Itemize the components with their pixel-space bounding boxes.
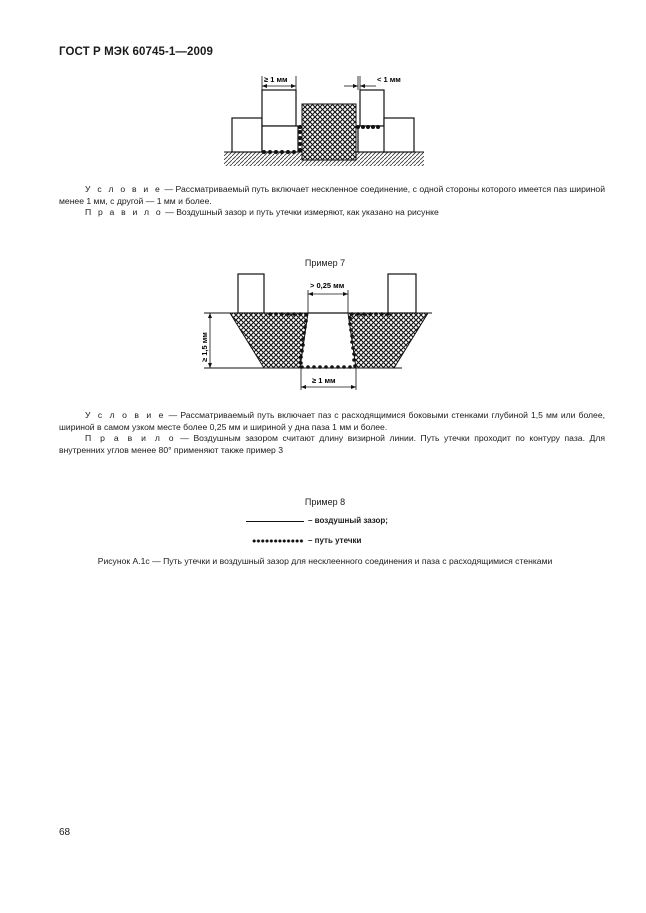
left-outer-block — [232, 118, 262, 152]
document-header: ГОСТ Р МЭК 60745-1—2009 — [59, 46, 213, 58]
figure-divergent-groove — [196, 270, 440, 394]
condition-text: — Рассматриваемый путь включает паз с расходящимися боковыми стенками глубиной 1,5 мм или более, шириной в самом узком месте более 0,25 мм и шириной у дна паза 1 мм и более. — [59, 410, 606, 432]
right-outer-block — [384, 118, 414, 152]
condition-text: — Рассматриваемый путь включает нескленное соединение, с одной стороны которого имеется паз шириной менее 1 мм, с другой — 1 мм и более. — [59, 184, 605, 206]
left-upper-block — [262, 90, 296, 126]
legend-air-gap — [246, 515, 446, 527]
condition-label: У с л о в и е — [85, 184, 163, 194]
right-upper-block — [360, 90, 384, 126]
rule-text: — Воздушным зазором считают длину визирной линии. Путь утечки проходит по контуру паза. Для внутренних углов менее 80° применяют также пример 3 — [59, 433, 605, 455]
insulation-block — [302, 104, 356, 160]
air-gap-line-sample — [246, 521, 304, 522]
left-top-block — [238, 274, 264, 313]
dim-bottom-label: ≥ 1 мм — [312, 376, 336, 385]
left-wall-hatch — [230, 313, 308, 368]
figure-caption: Рисунок А.1с — Путь утечки и воздушный зазор для несклеенного соединения и паза с расходящимися стенками — [97, 556, 553, 566]
dim-top-label: > 0,25 мм — [310, 281, 345, 290]
example-8-label: Пример 8 — [304, 497, 346, 507]
legend-leakage-label: – путь утечки — [308, 536, 362, 545]
dim-left-label: ≥ 1 мм — [264, 75, 288, 84]
condition-label: У с л о в и е — [85, 410, 166, 420]
legend-air-gap-label: – воздушный зазор; — [308, 516, 388, 525]
dim-right-label: < 1 мм — [377, 75, 401, 84]
dim-top — [308, 290, 348, 313]
right-top-block — [388, 274, 416, 313]
condition-rule-block-1 — [59, 184, 605, 219]
condition-rule-block-2 — [59, 410, 605, 456]
right-wall-hatch — [348, 313, 428, 368]
left-lower-block — [262, 126, 298, 152]
rule-label: П р а в и л о — [85, 433, 176, 444]
figure-unglued-joint — [220, 72, 430, 172]
rule-text: — Воздушный зазор и путь утечки измеряют, как указано на рисунке — [162, 207, 439, 218]
leakage-dots-sample — [252, 539, 304, 543]
legend-leakage — [252, 535, 452, 547]
dim-side-label: ≥ 1,5 мм — [200, 332, 209, 362]
example-7-label: Пример 7 — [304, 258, 346, 268]
dim-right — [344, 76, 376, 90]
rule-label: П р а в и л о — [85, 207, 163, 218]
page-number: 68 — [59, 827, 71, 838]
